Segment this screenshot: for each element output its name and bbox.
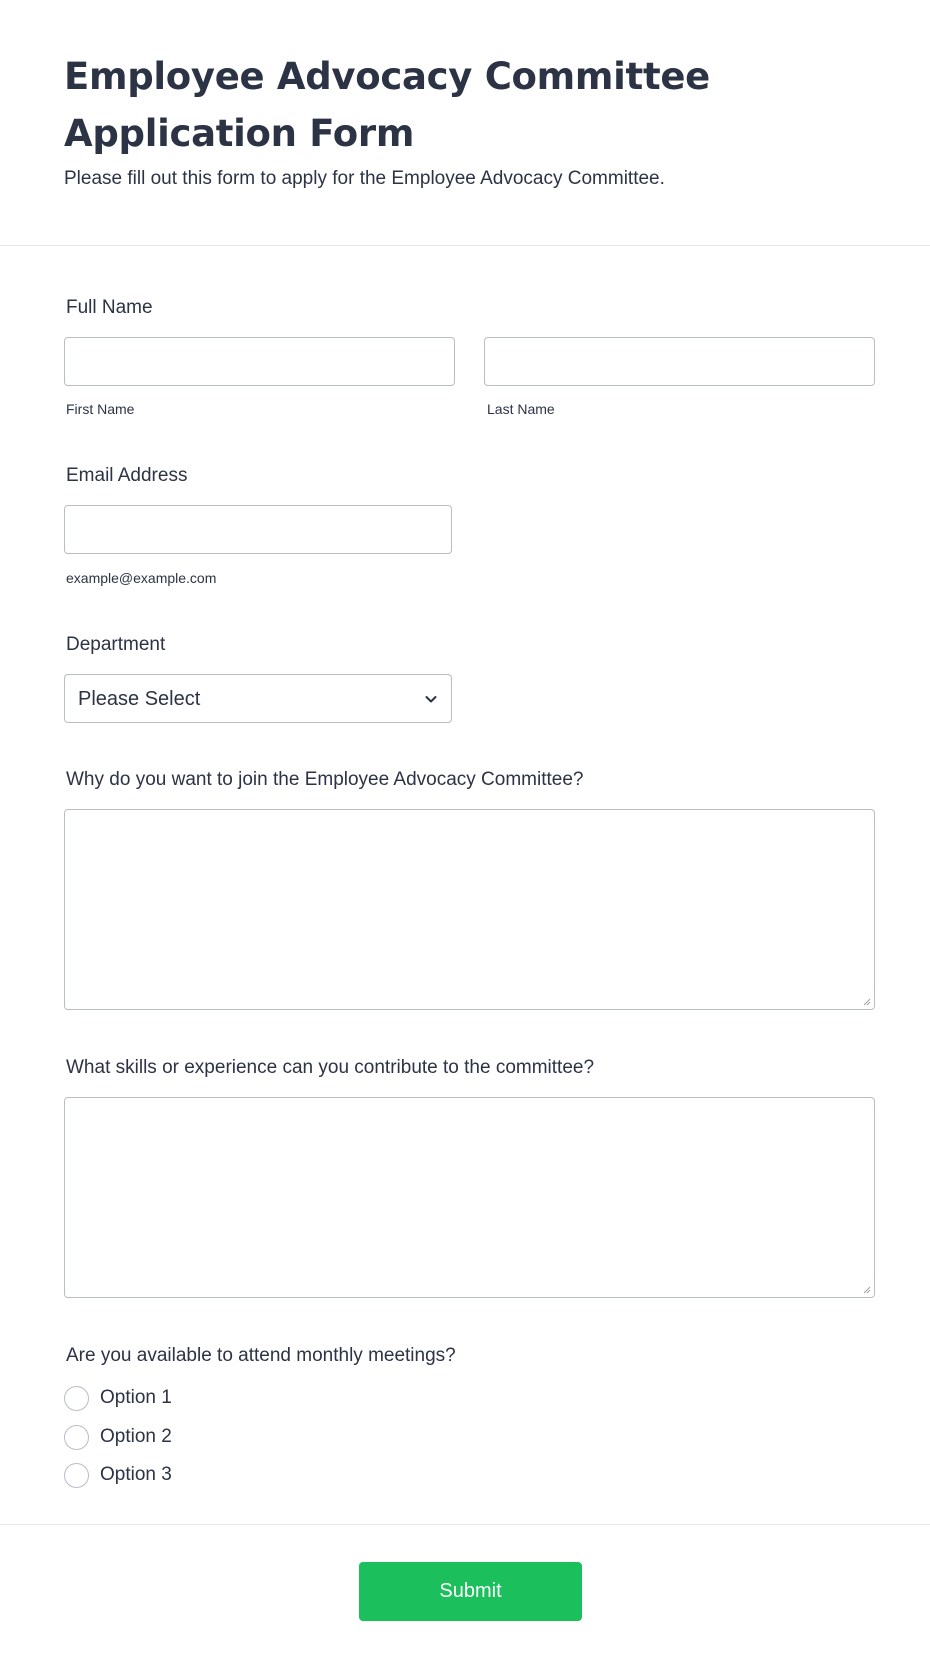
form-header — [64, 48, 864, 192]
first-name-input[interactable] — [64, 337, 455, 386]
availability-option-3[interactable] — [64, 1462, 172, 1488]
resize-handle-icon[interactable] — [861, 996, 871, 1006]
last-name-input[interactable] — [484, 337, 875, 386]
radio-button[interactable] — [64, 1463, 89, 1488]
radio-label: Option 1 — [100, 1387, 172, 1408]
header-divider — [0, 245, 930, 246]
availability-label: Are you available to attend monthly meetings? — [66, 1345, 456, 1366]
last-name-sublabel: Last Name — [487, 401, 555, 417]
full-name-label: Full Name — [66, 297, 153, 318]
why-join-textarea[interactable] — [64, 809, 875, 1010]
email-sublabel: example@example.com — [66, 570, 217, 586]
department-label: Department — [66, 634, 166, 655]
resize-handle-icon[interactable] — [861, 1284, 871, 1294]
footer-divider — [0, 1524, 930, 1525]
availability-option-2[interactable] — [64, 1424, 172, 1450]
form-title: Employee Advocacy Committee Application Form — [64, 55, 710, 155]
radio-label: Option 2 — [100, 1426, 172, 1447]
email-input[interactable] — [64, 505, 452, 554]
availability-option-1[interactable] — [64, 1385, 172, 1411]
department-select[interactable] — [64, 674, 452, 723]
email-label: Email Address — [66, 465, 188, 486]
form-subtitle: Please fill out this form to apply for the Employee Advocacy Committee. — [64, 168, 665, 189]
department-selected-value: Please Select — [78, 688, 201, 710]
radio-button[interactable] — [64, 1386, 89, 1411]
radio-label: Option 3 — [100, 1464, 172, 1485]
skills-textarea[interactable] — [64, 1097, 875, 1298]
radio-button[interactable] — [64, 1425, 89, 1450]
first-name-sublabel: First Name — [66, 401, 135, 417]
submit-button[interactable]: Submit — [359, 1562, 582, 1621]
why-join-label: Why do you want to join the Employee Advocacy Committee? — [66, 769, 584, 790]
skills-label: What skills or experience can you contribute to the committee? — [66, 1057, 595, 1078]
chevron-down-icon — [423, 691, 439, 707]
